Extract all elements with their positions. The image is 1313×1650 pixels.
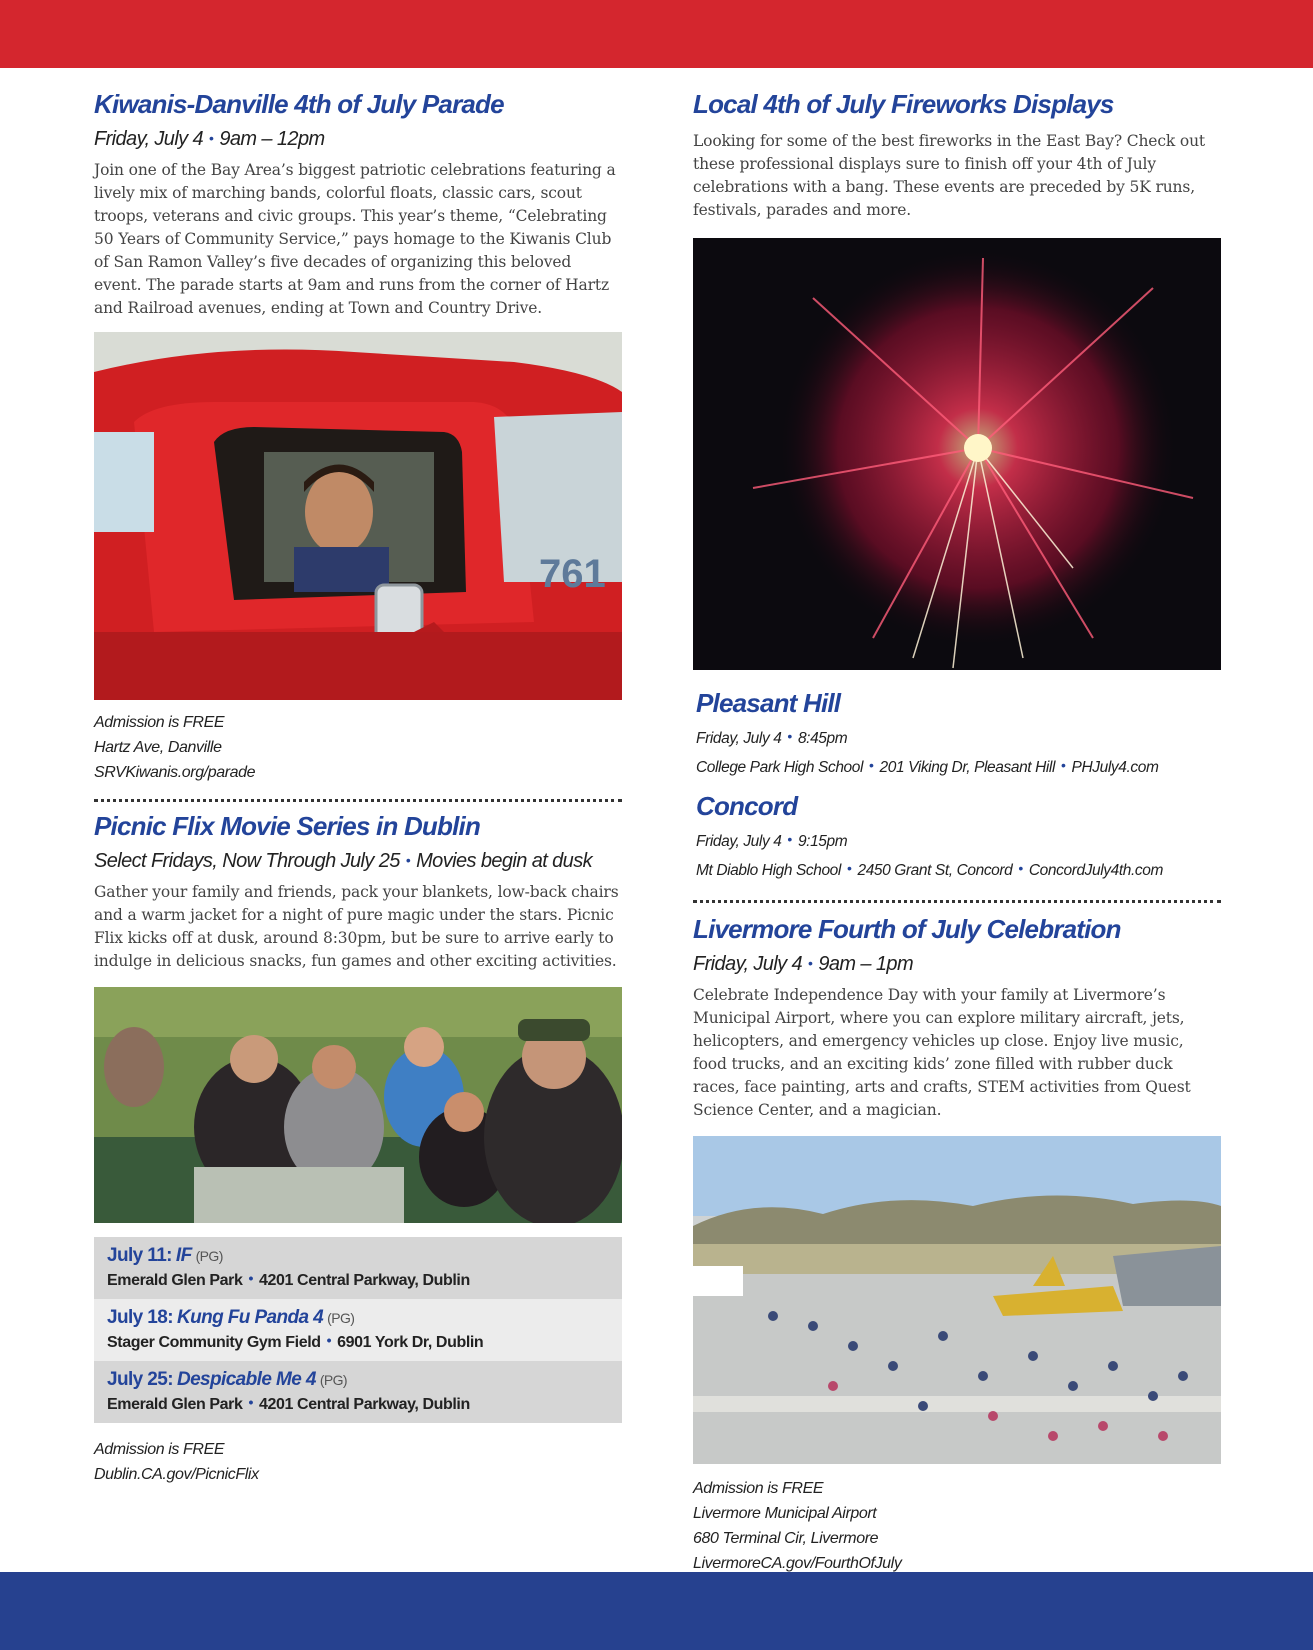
city-time: 8:45pm — [797, 729, 848, 747]
movie-rating: (PG) — [327, 1309, 355, 1326]
left-column — [94, 90, 622, 1487]
movie-schedule — [94, 1237, 622, 1423]
fireworks-photo — [693, 238, 1221, 670]
movie-venue: Stager Community Gym Field — [107, 1333, 321, 1351]
top-red-band — [0, 0, 1313, 68]
picnic-time: Movies begin at dusk — [416, 849, 593, 872]
livermore-venue: Livermore Municipal Airport — [693, 1504, 877, 1522]
picnic-heading: Picnic Flix Movie Series in Dublin — [94, 810, 481, 841]
livermore-address: 680 Terminal Cir, Livermore — [693, 1529, 879, 1547]
movie-title: Despicable Me 4 — [176, 1368, 316, 1390]
right-column — [693, 90, 1221, 1576]
livermore-admission: Admission is FREE — [693, 1479, 824, 1497]
livermore-time: 9am – 1pm — [818, 952, 914, 975]
movie-venue: Emerald Glen Park — [107, 1271, 243, 1289]
movie-title: IF — [175, 1244, 192, 1266]
bullet-icon: • — [869, 756, 874, 773]
movie-address: 6901 York Dr, Dublin — [337, 1333, 484, 1351]
bullet-icon: • — [1018, 859, 1023, 876]
livermore-datetime — [693, 953, 1221, 976]
city-address: 2450 Grant St, Concord — [857, 861, 1013, 879]
livermore-date: Friday, July 4 — [693, 952, 803, 975]
picnic-family-photo — [94, 987, 622, 1223]
movie-rating: (PG) — [195, 1247, 223, 1264]
bullet-icon: • — [248, 1393, 254, 1410]
picnic-date: Select Fridays, Now Through July 25 — [94, 849, 400, 872]
bullet-icon: • — [405, 851, 411, 868]
parade-link[interactable]: SRVKiwanis.org/parade — [94, 763, 256, 781]
airport-crowd-image — [693, 1136, 1221, 1464]
picnic-crowd-image — [94, 987, 622, 1223]
fireworks-heading: Local 4th of July Fireworks Displays — [693, 89, 1114, 119]
section-divider — [693, 900, 1221, 903]
bullet-icon: • — [808, 954, 813, 971]
red-truck-image — [94, 332, 622, 700]
parade-time: 9am – 12pm — [219, 127, 325, 150]
movie-date: July 11: — [107, 1244, 172, 1266]
movie-row — [94, 1237, 622, 1299]
movie-rating: (PG) — [319, 1371, 347, 1388]
bottom-blue-band — [0, 1572, 1313, 1650]
city-address: 201 Viking Dr, Pleasant Hill — [879, 758, 1056, 776]
fireworks-city-pleasant-hill — [693, 688, 1221, 781]
livermore-heading: Livermore Fourth of July Celebration — [693, 913, 1121, 944]
bullet-icon: • — [209, 129, 214, 146]
city-venue: College Park High School — [696, 758, 864, 776]
movie-row — [94, 1299, 622, 1361]
bullet-icon: • — [787, 727, 792, 744]
parade-description: Join one of the Bay Area’s biggest patriotic celebrations featuring a lively mix of marching bands, colorful floats, classic cars, scout troops, veterans and civic groups. This year’s theme, “Celebrating 50 Years of Community Service,” pays homage to the Kiwanis Club of San Ramon Valley’s five decades of organizing this beloved event. The parade starts at 9am and runs from the corner of Hartz and Railroad avenues, ending at Town and Country Drive. — [94, 160, 616, 317]
city-name: Pleasant Hill — [696, 687, 841, 718]
city-date: Friday, July 4 — [696, 729, 782, 747]
parade-truck-photo — [94, 332, 622, 700]
parade-heading: Kiwanis-Danville 4th of July Parade — [94, 89, 504, 119]
picnic-datetime — [94, 850, 622, 873]
movie-date: July 18: — [107, 1306, 173, 1328]
bullet-icon: • — [846, 859, 852, 876]
movie-address: 4201 Central Parkway, Dublin — [259, 1271, 470, 1289]
picnic-description: Gather your family and friends, pack your blankets, low-back chairs and a warm jacket for a night of pure magic under the stars. Picnic Flix kicks off at dusk, around 8:30pm, but be sure to arrive early to indulge in delicious snacks, fun games and other exciting activities. — [94, 882, 619, 970]
parade-date: Friday, July 4 — [94, 127, 204, 150]
livermore-description: Celebrate Independence Day with your family at Livermore’s Municipal Airport, where you can explore military aircraft, jets, helicopters, and emergency vehicles up close. Enjoy live music, food trucks, and an exciting kids’ zone filled with rubber duck races, face painting, arts and crafts, STEM activities from Quest Science Center, and a magician. — [693, 985, 1191, 1119]
parade-datetime — [94, 128, 622, 151]
city-link[interactable]: PHJuly4.com — [1071, 758, 1159, 776]
city-name: Concord — [696, 790, 798, 821]
airport-photo — [693, 1136, 1221, 1464]
fireworks-image — [693, 238, 1221, 670]
bullet-icon: • — [326, 1331, 332, 1348]
section-divider — [94, 799, 622, 802]
city-date: Friday, July 4 — [696, 832, 782, 850]
parade-admission: Admission is FREE — [94, 713, 225, 731]
city-link[interactable]: ConcordJuly4th.com — [1028, 861, 1163, 879]
movie-title: Kung Fu Panda 4 — [176, 1306, 324, 1328]
picnic-info — [94, 1437, 622, 1487]
picnic-admission: Admission is FREE — [94, 1440, 225, 1458]
city-venue: Mt Diablo High School — [696, 861, 841, 879]
truck-number: 761 — [539, 551, 606, 596]
livermore-link[interactable]: LivermoreCA.gov/FourthOfJuly — [693, 1554, 902, 1572]
movie-date: July 25: — [107, 1368, 173, 1390]
bullet-icon: • — [787, 830, 792, 847]
movie-venue: Emerald Glen Park — [107, 1395, 243, 1413]
bullet-icon: • — [248, 1269, 254, 1286]
bullet-icon: • — [1061, 756, 1066, 773]
livermore-info — [693, 1476, 1221, 1576]
movie-address: 4201 Central Parkway, Dublin — [259, 1395, 470, 1413]
city-time: 9:15pm — [797, 832, 848, 850]
fireworks-city-concord — [693, 791, 1221, 884]
fireworks-description: Looking for some of the best fireworks in the East Bay? Check out these professional displays sure to finish off your 4th of July celebrations with a bang. These events are preceded by 5K runs, festivals, parades and more. — [693, 131, 1205, 219]
parade-location: Hartz Ave, Danville — [94, 738, 222, 756]
parade-info — [94, 710, 622, 785]
picnic-link[interactable]: Dublin.CA.gov/PicnicFlix — [94, 1465, 259, 1483]
movie-row — [94, 1361, 622, 1423]
